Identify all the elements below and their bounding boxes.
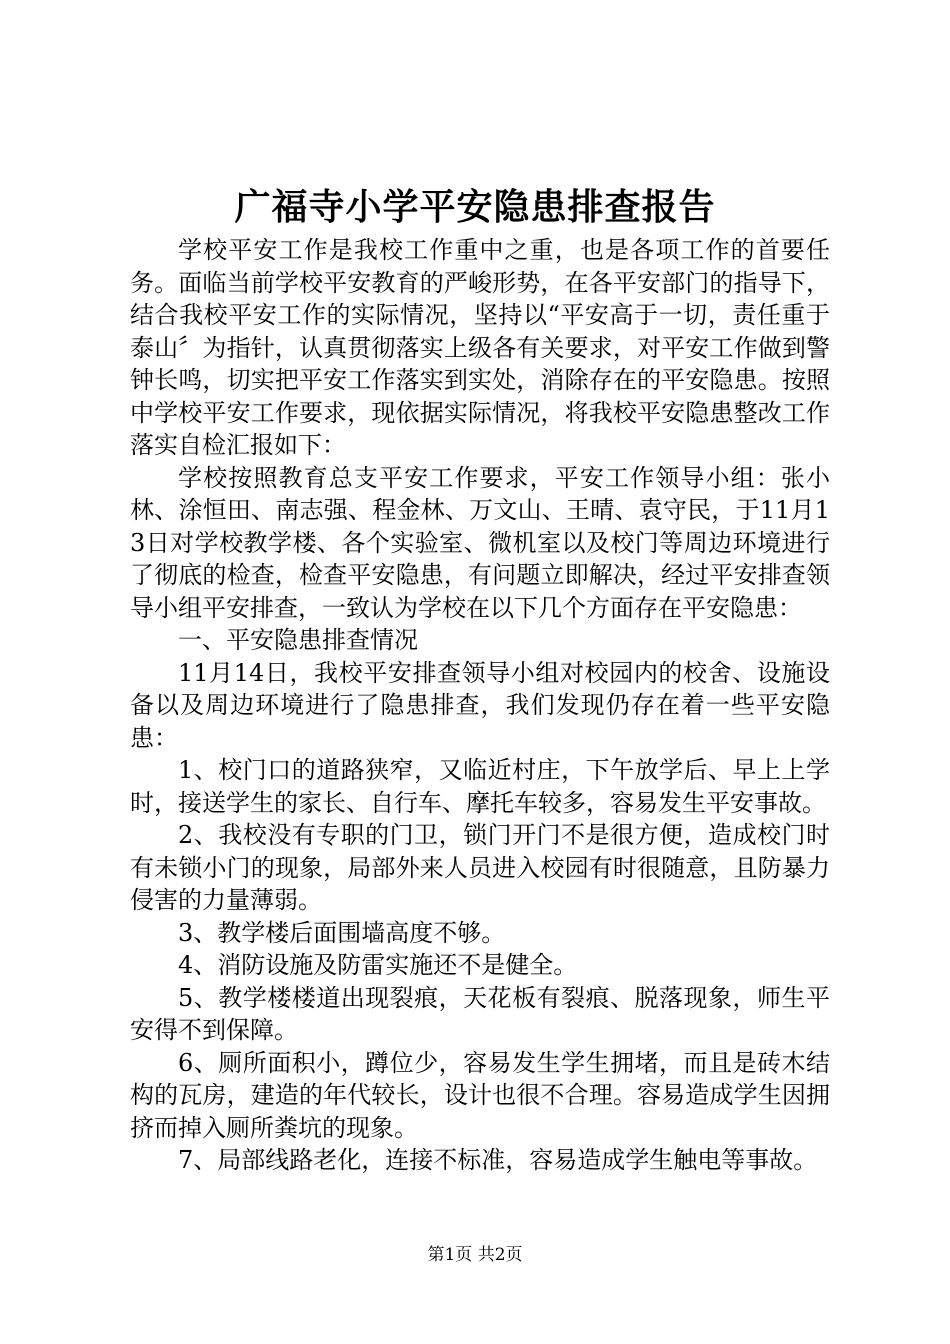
list-item-3: 3、教学楼后面围墙高度不够。 [178,918,506,947]
list-item-7: 7、局部线路老化，连接不标准，容易造成学生触电等事故。 [178,1146,818,1174]
list-item-6: 6、厕所面积小，蹲位少，容易发生学生拥堵，而且是砖木结构的瓦房，建造的年代较长，设计也很不合理。容易造成学生因拥挤而掉入厕所粪坑的现象。 [130,1048,830,1142]
paragraph-inspection-team: 学校按照教育总支平安工作要求，平安工作领导小组：张小林、涂恒田、南志强、程金林、万文山、王晴、袁守民，于11月13日对学校教学楼、各个实验室、微机室以及校门等周边环境进行了彻底的检查，检查平安隐患，有问题立即解决，经过平安排查领导小组平安排查，一致认为学校在以下几个方面存在平安隐患： [130,463,830,622]
list-item-1: 1、校门口的道路狭窄，又临近村庄，下午放学后、早上上学时，接送学生的家长、自行车、摩托车较多，容易发生平安事故。 [130,756,830,817]
page-number-footer: 第1页 共2页 [427,1245,523,1265]
paragraph-inspection-date: 11月14日，我校平安排查领导小组对校园内的校舍、设施设备以及周边环境进行了隐患排查，我们发现仍存在着一些平安隐患： [130,658,830,752]
document-title: 广福寺小学平安隐患排查报告 [234,186,716,228]
section-heading-1: 一、平安隐患排查情况 [178,626,418,654]
paragraph-intro: 学校平安工作是我校工作重中之重，也是各项工作的首要任务。面临当前学校平安教育的严峻形势，在各平安部门的指导下，结合我校平安工作的实际情况，坚持以“平安高于一切，责任重于泰山〞为指针，认真贯彻落实上级各有关要求，对平安工作做到警钟长鸣，切实把平安工作落实到实处，消除存在的平安隐患。按照中学校平安工作要求，现依据实际情况，将我校平安隐患整改工作落实自检汇报如下： [130,236,830,459]
list-item-2: 2、我校没有专职的门卫，锁门开门不是很方便，造成校门时有未锁小门的现象，局部外来人员进入校园有时很随意，且防暴力侵害的力量薄弱。 [130,821,830,914]
list-item-5: 5、教学楼楼道出现裂痕，天花板有裂痕、脱落现象，师生平安得不到保障。 [130,983,830,1044]
list-item-4: 4、消防设施及防雷实施还不是健全。 [178,951,578,979]
document-body [130,234,830,1177]
